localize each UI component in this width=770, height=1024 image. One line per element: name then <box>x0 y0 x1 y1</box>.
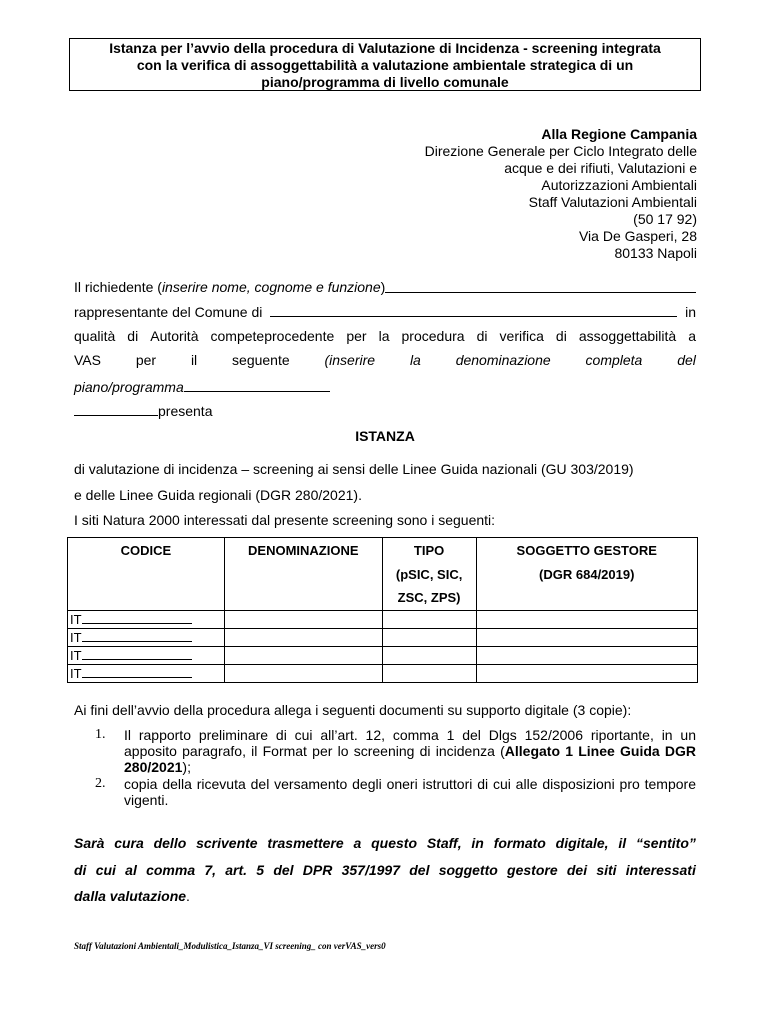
presenta-label: presenta <box>158 403 213 419</box>
word: di <box>74 861 87 878</box>
word: a <box>688 328 696 344</box>
applicant-line-2 <box>74 303 696 320</box>
piano-label: piano/programma <box>74 379 184 395</box>
soggetto-cell[interactable] <box>476 664 698 682</box>
word: del <box>409 861 430 878</box>
word: “sentito” <box>636 835 696 851</box>
word: in <box>471 835 484 851</box>
word: a <box>353 835 362 851</box>
request-line-1: di valutazione di incidenza – screening ai sensi delle Linee Guida nazionali (GU 303/2019) <box>74 461 634 477</box>
table-row <box>68 646 698 664</box>
word: trasmettere <box>267 835 344 851</box>
recipient-address <box>425 126 697 262</box>
table-row <box>68 664 698 682</box>
tipo-cell[interactable] <box>382 628 476 646</box>
word: seguente <box>232 352 290 368</box>
piano-field[interactable] <box>184 378 330 392</box>
tipo-cell[interactable] <box>382 610 476 628</box>
comune-field[interactable] <box>270 303 677 317</box>
table-header-row <box>68 538 698 611</box>
recipient-line: acque e dei rifiuti, Valutazioni e <box>504 160 697 176</box>
justified-line <box>74 352 696 368</box>
comune-label: rappresentante del Comune di <box>74 304 263 320</box>
word: comma <box>146 861 196 878</box>
applicant-line-6 <box>74 402 696 419</box>
tipo-cell[interactable] <box>382 646 476 664</box>
word: cura <box>114 835 144 851</box>
word: procedura <box>401 328 465 344</box>
tipo-cell[interactable] <box>382 664 476 682</box>
table-row <box>68 628 698 646</box>
soggetto-cell[interactable] <box>476 610 698 628</box>
denominazione-cell[interactable] <box>224 628 382 646</box>
table-row <box>68 610 698 628</box>
word: (inserire <box>324 352 376 368</box>
word: il <box>618 835 627 851</box>
attachments-list <box>95 727 696 809</box>
closing-statement <box>74 830 696 910</box>
word: di <box>555 328 567 344</box>
word: siti <box>596 861 617 878</box>
word: verifica <box>499 328 544 344</box>
istanza-heading: ISTANZA <box>355 428 415 444</box>
word: Sarà <box>74 835 105 851</box>
recipient-line: Via De Gasperi, 28 <box>578 228 697 244</box>
applicant-name-field[interactable] <box>385 279 696 293</box>
word: la <box>409 352 421 368</box>
recipient-line: Staff Valutazioni Ambientali <box>528 194 697 210</box>
recipient-line: (50 17 92) <box>633 211 697 227</box>
comune-suffix: in <box>685 304 696 320</box>
applicant-line-5 <box>74 378 696 395</box>
word: cui <box>95 861 116 878</box>
attachments-intro: Ai fini dell’avvio della procedura allega i seguenti documenti su supporto digitale (3 copie): <box>74 702 632 718</box>
word: 7, <box>204 861 217 878</box>
recipient-name: Alla Regione Campania <box>541 126 697 142</box>
word: per <box>135 352 157 368</box>
word: del <box>677 352 696 368</box>
piano-field-continued[interactable] <box>74 402 158 416</box>
request-line-3: I siti Natura 2000 interessati dal presente screening sono i seguenti: <box>74 512 496 528</box>
applicant-line-1 <box>74 279 696 295</box>
recipient-line: Autorizzazioni Ambientali <box>541 177 697 193</box>
denominazione-cell[interactable] <box>224 610 382 628</box>
word: scrivente <box>196 835 258 851</box>
word: del <box>273 861 294 878</box>
header-codice: CODICE <box>68 538 225 611</box>
codice-cell[interactable]: IT <box>68 628 225 646</box>
word: per <box>346 328 367 344</box>
word: Autorità <box>150 328 199 344</box>
word: assoggettabilità <box>578 328 677 344</box>
footer-note: Staff Valutazioni Ambientali_Modulistica_Istanza_VI screening_ con verVAS_vers0 <box>74 941 386 951</box>
codice-cell[interactable]: IT <box>68 646 225 664</box>
word: 357/1997 <box>341 861 400 878</box>
word: al <box>125 861 137 878</box>
soggetto-cell[interactable] <box>476 628 698 646</box>
word: il <box>190 352 198 368</box>
soggetto-cell[interactable] <box>476 646 698 664</box>
word: completa <box>585 352 643 368</box>
word: digitale, <box>555 835 609 851</box>
justified-line <box>74 857 696 884</box>
word: gestore <box>507 861 558 878</box>
header-tipo: TIPO (pSIC, SIC, ZSC, ZPS) <box>382 538 476 611</box>
word: Staff, <box>426 835 462 851</box>
applicant-line-4 <box>74 352 696 368</box>
title-line-2: con la verifica di assoggettabilità a valutazione ambientale strategica di un <box>136 57 634 73</box>
header-denominazione: DENOMINAZIONE <box>224 538 382 611</box>
word: DPR <box>302 861 333 878</box>
word: interessati <box>625 861 696 878</box>
justified-line <box>74 830 696 857</box>
justified-line <box>74 328 696 344</box>
recipient-line: 80133 Napoli <box>614 245 697 261</box>
word: soggetto <box>438 861 498 878</box>
denominazione-cell[interactable] <box>224 646 382 664</box>
word: formato <box>493 835 546 851</box>
header-soggetto-gestore: SOGGETTO GESTORE (DGR 684/2019) <box>476 538 698 611</box>
recipient-line: Direzione Generale per Ciclo Integrato delle <box>424 143 697 159</box>
denominazione-cell[interactable] <box>224 664 382 682</box>
title-line-3: piano/programma di livello comunale <box>261 74 509 90</box>
word: dello <box>153 835 187 851</box>
word: 5 <box>256 861 265 878</box>
word: la <box>378 328 390 344</box>
word: di <box>476 328 488 344</box>
word: questo <box>371 835 418 851</box>
word: di <box>127 328 139 344</box>
word: qualità <box>74 328 116 344</box>
codice-cell[interactable]: IT <box>68 664 225 682</box>
title-line-1: Istanza per l’avvio della procedura di Valutazione di Incidenza - screening integrata <box>109 40 661 56</box>
word: VAS <box>74 352 101 368</box>
list-item: 2. copia della ricevuta del versamento degli oneri istruttori di cui alle disposizioni pro tempore vigenti. <box>95 776 696 808</box>
closing-line-3: dalla valutazione. <box>74 888 190 904</box>
word: denominazione <box>455 352 551 368</box>
word: dei <box>566 861 588 878</box>
list-item: 1. Il rapporto preliminare di cui all’art. 12, comma 1 del Dlgs 152/2006 riportante, in un apposito paragrafo, il Format per lo screening di incidenza (Allegato 1 Linee Guida DGR 280/2021); <box>95 727 696 775</box>
request-line-2: e delle Linee Guida regionali (DGR 280/2021). <box>74 487 362 503</box>
codice-cell[interactable]: IT <box>68 610 225 628</box>
document-title <box>69 38 701 91</box>
word: art. <box>225 861 248 878</box>
word: competeprocedente <box>210 328 335 344</box>
sites-table <box>67 537 698 683</box>
applicant-label: Il richiedente (inserire nome, cognome e funzione) <box>74 279 386 295</box>
applicant-line-3 <box>74 328 696 344</box>
